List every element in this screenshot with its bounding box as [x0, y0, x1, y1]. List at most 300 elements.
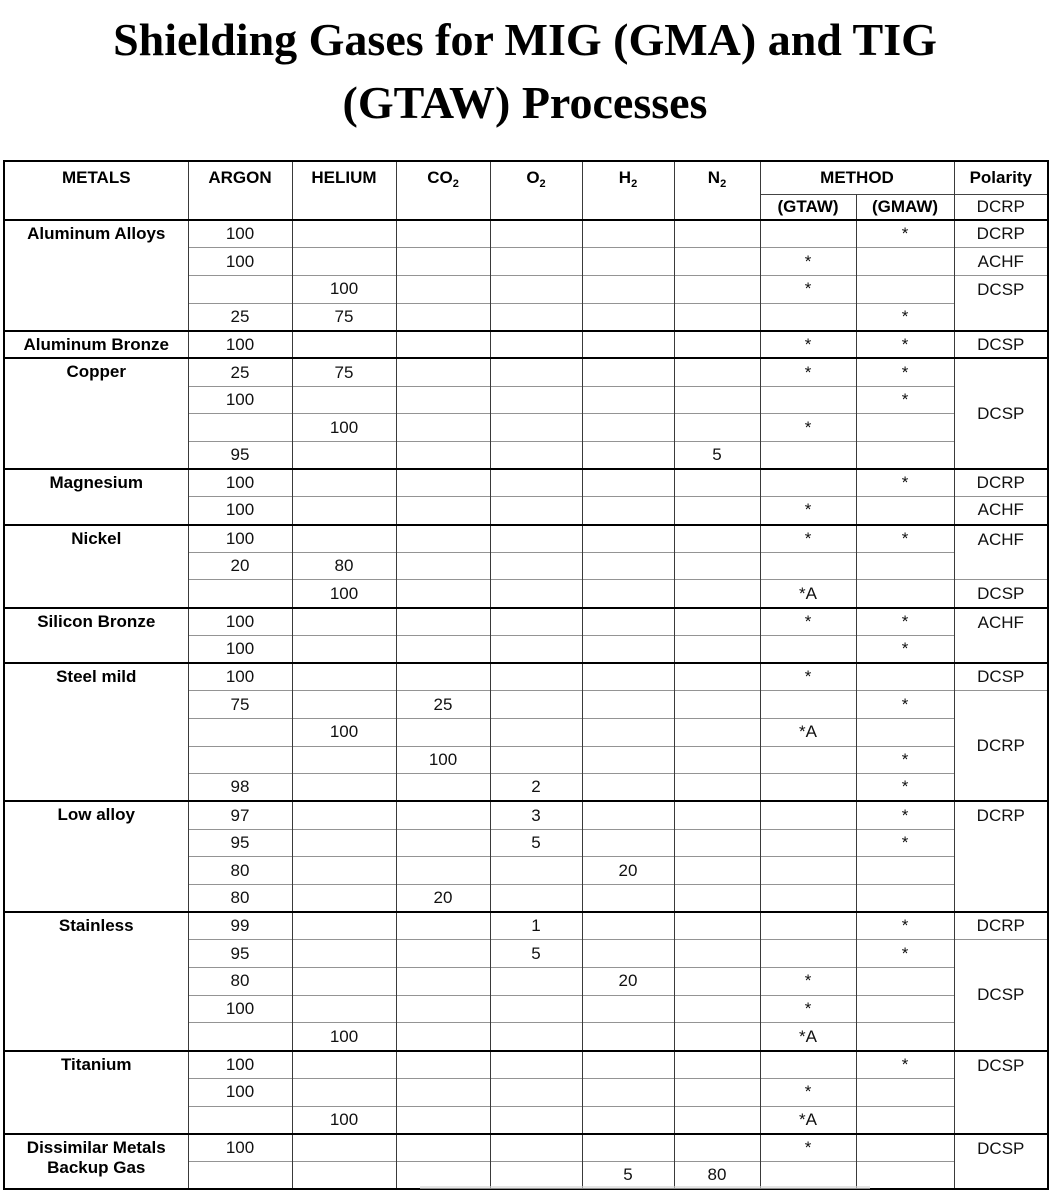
- cell-gtaw: *A: [760, 1023, 856, 1051]
- cell-co2: [396, 497, 490, 525]
- cell-co2: [396, 414, 490, 442]
- cell-o2: [490, 469, 582, 497]
- cell-n2: [674, 497, 760, 525]
- cell-argon: 100: [188, 525, 292, 553]
- cell-gmaw: *: [856, 774, 954, 802]
- cell-co2: [396, 1078, 490, 1106]
- cell-o2: [490, 220, 582, 248]
- cell-helium: [292, 248, 396, 276]
- cell-gtaw: *: [760, 331, 856, 359]
- cell-h2: [582, 275, 674, 303]
- cell-n2: [674, 968, 760, 996]
- polarity-cell: DCSP: [954, 1134, 1048, 1189]
- cell-gmaw: [856, 1134, 954, 1162]
- cell-n2: [674, 303, 760, 331]
- cell-argon: 100: [188, 497, 292, 525]
- cell-n2: [674, 386, 760, 414]
- cell-gtaw: [760, 635, 856, 663]
- cell-n2: [674, 912, 760, 940]
- metal-name-cell: Silicon Bronze: [4, 608, 188, 663]
- cell-co2: [396, 303, 490, 331]
- cell-h2: [582, 718, 674, 746]
- cell-gtaw: *: [760, 663, 856, 691]
- cell-helium: 75: [292, 358, 396, 386]
- page-title: [30, 8, 1020, 134]
- cell-argon: 75: [188, 691, 292, 719]
- cell-gtaw: [760, 220, 856, 248]
- cell-h2: [582, 746, 674, 774]
- polarity-cell: DCRP: [954, 220, 1048, 248]
- cell-h2: [582, 358, 674, 386]
- page-title-line2: (GTAW) Processes: [342, 77, 708, 128]
- cell-o2: [490, 885, 582, 913]
- cell-gtaw: [760, 885, 856, 913]
- polarity-cell: DCSP: [954, 275, 1048, 330]
- cell-co2: [396, 358, 490, 386]
- cell-h2: 20: [582, 968, 674, 996]
- cell-argon: [188, 414, 292, 442]
- cell-argon: 80: [188, 968, 292, 996]
- cell-h2: [582, 469, 674, 497]
- cell-h2: 20: [582, 857, 674, 885]
- cell-gtaw: [760, 1051, 856, 1079]
- table-row: [4, 663, 1048, 691]
- header-co2: $CO_2$: [396, 161, 490, 220]
- cell-co2: [396, 774, 490, 802]
- cell-gtaw: [760, 857, 856, 885]
- cell-co2: 25: [396, 691, 490, 719]
- cell-gtaw: *: [760, 414, 856, 442]
- cell-o2: 1: [490, 912, 582, 940]
- cell-o2: 3: [490, 801, 582, 829]
- cell-gmaw: [856, 885, 954, 913]
- cell-co2: [396, 663, 490, 691]
- metal-name-cell: Magnesium: [4, 469, 188, 524]
- cell-co2: [396, 940, 490, 968]
- cell-helium: [292, 386, 396, 414]
- cell-n2: [674, 635, 760, 663]
- cell-gmaw: *: [856, 608, 954, 636]
- metal-name-cell: Steel mild: [4, 663, 188, 801]
- cell-h2: [582, 774, 674, 802]
- metal-name-cell: Aluminum Bronze: [4, 331, 188, 359]
- polarity-cell: ACHF: [954, 248, 1048, 276]
- cell-h2: [582, 1051, 674, 1079]
- cell-helium: [292, 857, 396, 885]
- cell-co2: [396, 331, 490, 359]
- cell-gtaw: [760, 1161, 856, 1189]
- cell-gtaw: *: [760, 608, 856, 636]
- cell-gmaw: *: [856, 303, 954, 331]
- cell-co2: [396, 1023, 490, 1051]
- cell-o2: [490, 358, 582, 386]
- cell-o2: [490, 718, 582, 746]
- cell-o2: [490, 275, 582, 303]
- cell-gmaw: *: [856, 801, 954, 829]
- cell-gmaw: [856, 497, 954, 525]
- cell-argon: 99: [188, 912, 292, 940]
- cell-n2: [674, 1134, 760, 1162]
- polarity-cell: ACHF: [954, 525, 1048, 580]
- cell-n2: [674, 1106, 760, 1134]
- cell-argon: 25: [188, 303, 292, 331]
- cell-helium: [292, 525, 396, 553]
- cell-n2: 80: [674, 1161, 760, 1189]
- header-polarity: Polarity: [954, 161, 1048, 194]
- cell-gtaw: [760, 746, 856, 774]
- header-o2: $O_2$: [490, 161, 582, 220]
- cell-gmaw: [856, 275, 954, 303]
- cell-gtaw: [760, 691, 856, 719]
- cell-argon: 98: [188, 774, 292, 802]
- cell-o2: [490, 746, 582, 774]
- cell-co2: [396, 608, 490, 636]
- cell-o2: 5: [490, 940, 582, 968]
- cell-argon: 100: [188, 469, 292, 497]
- cell-o2: [490, 525, 582, 553]
- cell-h2: [582, 525, 674, 553]
- cell-helium: [292, 331, 396, 359]
- cell-helium: 80: [292, 552, 396, 580]
- cell-co2: [396, 220, 490, 248]
- cell-n2: [674, 746, 760, 774]
- cell-n2: [674, 580, 760, 608]
- cell-o2: [490, 995, 582, 1023]
- cell-co2: [396, 718, 490, 746]
- cell-gtaw: [760, 552, 856, 580]
- cell-gmaw: [856, 1078, 954, 1106]
- cell-o2: 2: [490, 774, 582, 802]
- cell-helium: [292, 774, 396, 802]
- cell-n2: [674, 331, 760, 359]
- cell-n2: [674, 525, 760, 553]
- metal-name-line2: Backup Gas: [47, 1157, 146, 1177]
- cell-argon: [188, 580, 292, 608]
- cell-gmaw: *: [856, 331, 954, 359]
- cell-co2: [396, 248, 490, 276]
- cell-gtaw: [760, 442, 856, 470]
- cell-o2: [490, 580, 582, 608]
- cell-o2: [490, 248, 582, 276]
- cell-o2: [490, 1161, 582, 1189]
- polarity-cell: DCSP: [954, 940, 1048, 1051]
- cell-gmaw: [856, 1161, 954, 1189]
- cell-n2: [674, 663, 760, 691]
- polarity-cell: ACHF: [954, 608, 1048, 663]
- cell-n2: [674, 995, 760, 1023]
- cell-o2: [490, 1051, 582, 1079]
- cell-co2: [396, 912, 490, 940]
- cell-helium: 100: [292, 580, 396, 608]
- cell-gtaw: *A: [760, 718, 856, 746]
- cell-gtaw: *: [760, 968, 856, 996]
- table-row: [4, 801, 1048, 829]
- metal-name-cell: [4, 1134, 188, 1189]
- cell-o2: [490, 442, 582, 470]
- cell-gtaw: [760, 303, 856, 331]
- cell-gtaw: *A: [760, 1106, 856, 1134]
- cell-n2: [674, 220, 760, 248]
- cell-o2: [490, 331, 582, 359]
- cell-h2: [582, 940, 674, 968]
- cell-o2: [490, 857, 582, 885]
- cell-helium: 100: [292, 718, 396, 746]
- cell-helium: [292, 442, 396, 470]
- cell-gtaw: [760, 774, 856, 802]
- cell-helium: 100: [292, 414, 396, 442]
- cell-h2: [582, 220, 674, 248]
- metal-name-cell: Aluminum Alloys: [4, 220, 188, 331]
- cell-gmaw: [856, 968, 954, 996]
- cell-co2: [396, 1051, 490, 1079]
- polarity-cell: DCRP: [954, 691, 1048, 802]
- header-n2: $N_2$: [674, 161, 760, 220]
- cell-co2: [396, 995, 490, 1023]
- scan-artifact: [420, 1186, 870, 1189]
- cell-n2: [674, 801, 760, 829]
- cell-gmaw: *: [856, 635, 954, 663]
- page-title-line1: Shielding Gases for MIG (GMA) and TIG: [113, 14, 937, 65]
- cell-helium: [292, 829, 396, 857]
- cell-co2: 20: [396, 885, 490, 913]
- table-row: [4, 469, 1048, 497]
- cell-argon: 100: [188, 608, 292, 636]
- table-row: [4, 220, 1048, 248]
- cell-o2: [490, 1106, 582, 1134]
- cell-gmaw: *: [856, 829, 954, 857]
- cell-gmaw: *: [856, 691, 954, 719]
- cell-argon: 95: [188, 940, 292, 968]
- cell-helium: [292, 995, 396, 1023]
- cell-gmaw: *: [856, 469, 954, 497]
- table-row: [4, 608, 1048, 636]
- cell-co2: [396, 801, 490, 829]
- cell-argon: [188, 1023, 292, 1051]
- cell-helium: [292, 220, 396, 248]
- cell-n2: [674, 608, 760, 636]
- cell-n2: [674, 1023, 760, 1051]
- cell-n2: [674, 829, 760, 857]
- header-helium: HELIUM: [292, 161, 396, 220]
- cell-h2: [582, 912, 674, 940]
- cell-argon: 100: [188, 663, 292, 691]
- cell-o2: [490, 663, 582, 691]
- cell-h2: [582, 386, 674, 414]
- cell-co2: [396, 275, 490, 303]
- cell-co2: [396, 1161, 490, 1189]
- cell-h2: [582, 691, 674, 719]
- cell-gmaw: [856, 1106, 954, 1134]
- cell-h2: [582, 331, 674, 359]
- cell-argon: 95: [188, 829, 292, 857]
- table-row: [4, 1134, 1048, 1162]
- cell-n2: [674, 248, 760, 276]
- cell-helium: [292, 469, 396, 497]
- cell-o2: [490, 552, 582, 580]
- cell-helium: [292, 497, 396, 525]
- cell-argon: 100: [188, 1134, 292, 1162]
- polarity-cell: DCRP: [954, 469, 1048, 497]
- cell-gmaw: [856, 442, 954, 470]
- cell-gmaw: *: [856, 1051, 954, 1079]
- cell-gmaw: [856, 857, 954, 885]
- cell-gtaw: *: [760, 358, 856, 386]
- cell-argon: 80: [188, 885, 292, 913]
- cell-gtaw: *: [760, 275, 856, 303]
- cell-o2: 5: [490, 829, 582, 857]
- cell-gmaw: [856, 552, 954, 580]
- cell-gtaw: *: [760, 497, 856, 525]
- cell-o2: [490, 635, 582, 663]
- cell-argon: 97: [188, 801, 292, 829]
- cell-argon: [188, 746, 292, 774]
- cell-argon: 100: [188, 995, 292, 1023]
- cell-o2: [490, 691, 582, 719]
- cell-helium: [292, 1161, 396, 1189]
- cell-h2: [582, 885, 674, 913]
- shielding-gas-table: [3, 160, 1049, 1190]
- cell-helium: [292, 746, 396, 774]
- cell-helium: [292, 635, 396, 663]
- cell-gmaw: [856, 663, 954, 691]
- cell-gtaw: [760, 469, 856, 497]
- cell-helium: [292, 801, 396, 829]
- cell-n2: [674, 275, 760, 303]
- cell-h2: [582, 801, 674, 829]
- cell-gtaw: *: [760, 525, 856, 553]
- cell-gtaw: [760, 940, 856, 968]
- table-row: [4, 525, 1048, 553]
- cell-argon: 20: [188, 552, 292, 580]
- cell-helium: 100: [292, 1106, 396, 1134]
- cell-h2: [582, 442, 674, 470]
- cell-h2: [582, 303, 674, 331]
- cell-h2: [582, 1134, 674, 1162]
- cell-helium: [292, 1078, 396, 1106]
- metal-name-cell: Stainless: [4, 912, 188, 1050]
- polarity-cell: DCSP: [954, 358, 1048, 469]
- cell-helium: [292, 912, 396, 940]
- cell-argon: 95: [188, 442, 292, 470]
- metal-name-cell: Low alloy: [4, 801, 188, 912]
- header-gmaw: (GMAW): [856, 194, 954, 220]
- cell-n2: [674, 691, 760, 719]
- metal-name-cell: Nickel: [4, 525, 188, 608]
- cell-helium: [292, 691, 396, 719]
- cell-helium: [292, 1134, 396, 1162]
- cell-helium: [292, 968, 396, 996]
- cell-argon: [188, 718, 292, 746]
- cell-co2: [396, 968, 490, 996]
- cell-o2: [490, 1134, 582, 1162]
- cell-helium: [292, 940, 396, 968]
- cell-n2: [674, 414, 760, 442]
- cell-gtaw: *: [760, 1078, 856, 1106]
- cell-co2: [396, 635, 490, 663]
- cell-gtaw: *: [760, 248, 856, 276]
- cell-co2: [396, 525, 490, 553]
- cell-argon: [188, 1106, 292, 1134]
- cell-n2: [674, 940, 760, 968]
- polarity-cell: DCSP: [954, 580, 1048, 608]
- cell-helium: [292, 608, 396, 636]
- cell-gmaw: *: [856, 220, 954, 248]
- cell-gtaw: [760, 801, 856, 829]
- cell-o2: [490, 1023, 582, 1051]
- cell-gmaw: [856, 1023, 954, 1051]
- cell-h2: [582, 414, 674, 442]
- cell-n2: [674, 774, 760, 802]
- cell-gtaw: *: [760, 1134, 856, 1162]
- cell-argon: 100: [188, 1051, 292, 1079]
- cell-co2: [396, 552, 490, 580]
- cell-argon: [188, 275, 292, 303]
- cell-co2: [396, 1134, 490, 1162]
- cell-h2: [582, 1106, 674, 1134]
- cell-gmaw: [856, 414, 954, 442]
- cell-argon: [188, 1161, 292, 1189]
- polarity-cell: DCRP: [954, 801, 1048, 912]
- cell-o2: [490, 1078, 582, 1106]
- table-row: [4, 358, 1048, 386]
- cell-h2: [582, 1078, 674, 1106]
- header-row-1: [4, 161, 1048, 194]
- cell-o2: [490, 497, 582, 525]
- header-h2: $H_2$: [582, 161, 674, 220]
- cell-helium: 100: [292, 1023, 396, 1051]
- cell-n2: [674, 552, 760, 580]
- header-argon: ARGON: [188, 161, 292, 220]
- polarity-cell: DCSP: [954, 331, 1048, 359]
- cell-o2: [490, 608, 582, 636]
- cell-co2: [396, 857, 490, 885]
- cell-gmaw: *: [856, 746, 954, 774]
- cell-helium: [292, 663, 396, 691]
- cell-h2: [582, 552, 674, 580]
- cell-n2: [674, 1078, 760, 1106]
- cell-gtaw: *A: [760, 580, 856, 608]
- polarity-cell: DCSP: [954, 663, 1048, 691]
- cell-argon: 100: [188, 386, 292, 414]
- cell-n2: [674, 358, 760, 386]
- cell-co2: [396, 829, 490, 857]
- metal-name-cell: Titanium: [4, 1051, 188, 1134]
- cell-gmaw: [856, 995, 954, 1023]
- cell-n2: [674, 857, 760, 885]
- cell-gmaw: *: [856, 940, 954, 968]
- metal-name-cell: Copper: [4, 358, 188, 469]
- cell-argon: 100: [188, 248, 292, 276]
- cell-h2: 5: [582, 1161, 674, 1189]
- cell-helium: [292, 885, 396, 913]
- cell-h2: [582, 829, 674, 857]
- cell-co2: [396, 580, 490, 608]
- cell-gmaw: *: [856, 358, 954, 386]
- cell-h2: [582, 1023, 674, 1051]
- cell-gtaw: [760, 912, 856, 940]
- cell-o2: [490, 386, 582, 414]
- cell-h2: [582, 580, 674, 608]
- cell-gtaw: [760, 829, 856, 857]
- cell-helium: 75: [292, 303, 396, 331]
- polarity-cell: DCSP: [954, 1051, 1048, 1134]
- table-row: [4, 1051, 1048, 1079]
- cell-argon: 80: [188, 857, 292, 885]
- header-gtaw: (GTAW): [760, 194, 856, 220]
- cell-helium: [292, 1051, 396, 1079]
- cell-argon: 100: [188, 1078, 292, 1106]
- cell-gtaw: *: [760, 995, 856, 1023]
